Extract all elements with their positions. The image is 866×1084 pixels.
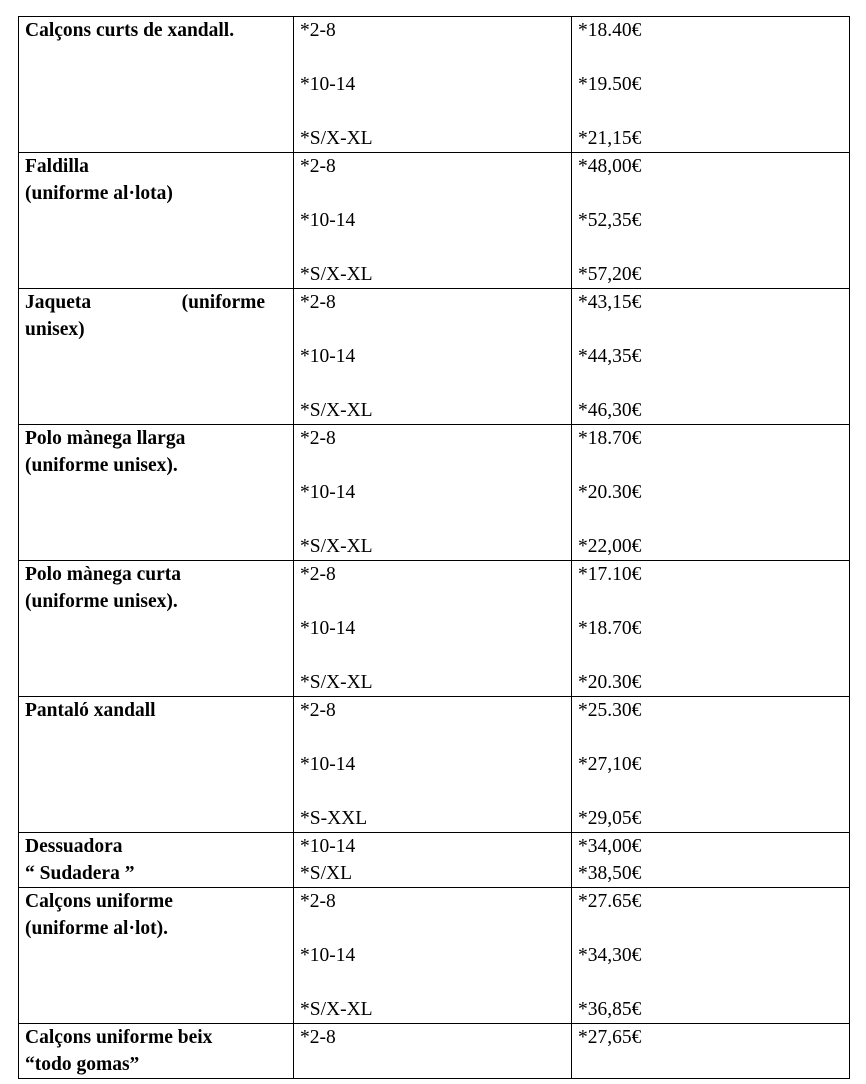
line-gap xyxy=(578,316,849,343)
prices-cell xyxy=(572,425,850,561)
size-value: *2-8 xyxy=(300,292,336,313)
size-value: *S/X-XL xyxy=(300,264,373,285)
size-value: *S/X-XL xyxy=(300,400,373,421)
line-gap xyxy=(300,724,571,751)
line-gap xyxy=(578,588,849,615)
price-value: *34,00€ xyxy=(578,836,642,857)
line-gap xyxy=(578,778,849,805)
line-gap xyxy=(300,370,571,397)
price-value: *57,20€ xyxy=(578,264,642,285)
price-value: *19.50€ xyxy=(578,74,642,95)
size-value: *10-14 xyxy=(300,754,356,775)
price-value: *25.30€ xyxy=(578,700,642,721)
prices-cell xyxy=(572,561,850,697)
item-name-line: “todo gomas” xyxy=(25,1054,140,1075)
table-row xyxy=(19,153,850,289)
line-gap xyxy=(578,180,849,207)
line-gap xyxy=(300,316,571,343)
table-row xyxy=(19,289,850,425)
price-value: *18.40€ xyxy=(578,20,642,41)
size-value: *10-14 xyxy=(300,74,356,95)
item-name-line: Calçons uniforme beix xyxy=(25,1027,213,1048)
price-document xyxy=(18,16,850,1079)
item-name-line: (uniforme al·lota) xyxy=(25,183,173,204)
sizes-cell xyxy=(294,153,572,289)
line-gap xyxy=(578,642,849,669)
size-value: *2-8 xyxy=(300,1027,336,1048)
prices-cell xyxy=(572,17,850,153)
table-row xyxy=(19,1024,850,1079)
line-gap xyxy=(300,44,571,71)
size-value: *10-14 xyxy=(300,346,356,367)
sizes-cell xyxy=(294,833,572,888)
sizes-cell xyxy=(294,561,572,697)
price-value: *22,00€ xyxy=(578,536,642,557)
item-cell xyxy=(19,1024,294,1079)
line-gap xyxy=(578,452,849,479)
item-name-line: unisex) xyxy=(25,319,85,340)
item-name-line: Polo mànega curta xyxy=(25,564,181,585)
prices-cell xyxy=(572,153,850,289)
item-name-line: Faldilla xyxy=(25,156,89,177)
item-name-line: (uniforme unisex). xyxy=(25,455,178,476)
line-gap xyxy=(578,506,849,533)
price-value: *44,35€ xyxy=(578,346,642,367)
line-gap xyxy=(300,506,571,533)
size-value: *10-14 xyxy=(300,836,356,857)
table-row xyxy=(19,697,850,833)
size-value: *S/XL xyxy=(300,863,353,884)
item-name-line: Dessuadora xyxy=(25,836,123,857)
table-row xyxy=(19,561,850,697)
price-value: *52,35€ xyxy=(578,210,642,231)
item-name-line: “ Sudadera ” xyxy=(25,863,135,884)
price-value: *34,30€ xyxy=(578,945,642,966)
line-gap xyxy=(300,180,571,207)
prices-cell xyxy=(572,833,850,888)
prices-cell xyxy=(572,697,850,833)
size-value: *2-8 xyxy=(300,156,336,177)
size-value: *10-14 xyxy=(300,210,356,231)
sizes-cell xyxy=(294,1024,572,1079)
sizes-cell xyxy=(294,289,572,425)
price-value: *38,50€ xyxy=(578,863,642,884)
prices-cell xyxy=(572,888,850,1024)
line-gap xyxy=(578,969,849,996)
item-cell xyxy=(19,697,294,833)
size-value: *10-14 xyxy=(300,945,356,966)
sizes-cell xyxy=(294,888,572,1024)
item-cell xyxy=(19,425,294,561)
price-value: *20.30€ xyxy=(578,672,642,693)
prices-cell xyxy=(572,1024,850,1079)
item-name-line: Calçons uniforme xyxy=(25,891,173,912)
item-cell xyxy=(19,289,294,425)
price-value: *27,10€ xyxy=(578,754,642,775)
table-row xyxy=(19,17,850,153)
line-gap xyxy=(300,969,571,996)
item-name-line: Pantaló xandall xyxy=(25,700,156,721)
item-word: Jaqueta xyxy=(25,292,92,313)
size-value: *2-8 xyxy=(300,700,336,721)
size-value: *10-14 xyxy=(300,618,356,639)
price-value: *48,00€ xyxy=(578,156,642,177)
item-cell xyxy=(19,833,294,888)
line-gap xyxy=(300,234,571,261)
line-gap xyxy=(300,642,571,669)
price-value: *27,65€ xyxy=(578,1027,642,1048)
item-name-line: Polo mànega llarga xyxy=(25,428,186,449)
size-value: *10-14 xyxy=(300,482,356,503)
size-value: *S-XXL xyxy=(300,808,368,829)
item-name-line xyxy=(25,289,293,316)
size-value: *S/X-XL xyxy=(300,672,373,693)
size-value: *2-8 xyxy=(300,428,336,449)
size-value: *S/X-XL xyxy=(300,536,373,557)
item-name-line: (uniforme unisex). xyxy=(25,591,178,612)
line-gap xyxy=(578,44,849,71)
sizes-cell xyxy=(294,425,572,561)
price-value: *21,15€ xyxy=(578,128,642,149)
size-value: *2-8 xyxy=(300,891,336,912)
price-value: *29,05€ xyxy=(578,808,642,829)
prices-cell xyxy=(572,289,850,425)
line-gap xyxy=(300,98,571,125)
line-gap xyxy=(300,588,571,615)
size-value: *2-8 xyxy=(300,564,336,585)
table-body xyxy=(19,17,850,1079)
line-gap xyxy=(300,778,571,805)
line-gap xyxy=(300,452,571,479)
price-value: *18.70€ xyxy=(578,428,642,449)
table-row xyxy=(19,888,850,1024)
table-row xyxy=(19,833,850,888)
item-cell xyxy=(19,17,294,153)
sizes-cell xyxy=(294,697,572,833)
price-value: *17.10€ xyxy=(578,564,642,585)
price-value: *18.70€ xyxy=(578,618,642,639)
item-word: (uniforme xyxy=(181,292,265,313)
line-gap xyxy=(578,234,849,261)
price-value: *46,30€ xyxy=(578,400,642,421)
line-gap xyxy=(578,724,849,751)
line-gap xyxy=(578,98,849,125)
price-value: *36,85€ xyxy=(578,999,642,1020)
size-value: *S/X-XL xyxy=(300,128,373,149)
line-gap xyxy=(578,915,849,942)
table-row xyxy=(19,425,850,561)
size-value: *S/X-XL xyxy=(300,999,373,1020)
size-value: *2-8 xyxy=(300,20,336,41)
item-cell xyxy=(19,561,294,697)
item-name-line: Calçons curts de xandall. xyxy=(25,20,235,41)
item-cell xyxy=(19,153,294,289)
sizes-cell xyxy=(294,17,572,153)
uniform-price-table xyxy=(18,16,850,1079)
price-value: *20.30€ xyxy=(578,482,642,503)
line-gap xyxy=(578,370,849,397)
item-cell xyxy=(19,888,294,1024)
item-name-line: (uniforme al·lot). xyxy=(25,918,168,939)
price-value: *27.65€ xyxy=(578,891,642,912)
price-value: *43,15€ xyxy=(578,292,642,313)
line-gap xyxy=(300,915,571,942)
